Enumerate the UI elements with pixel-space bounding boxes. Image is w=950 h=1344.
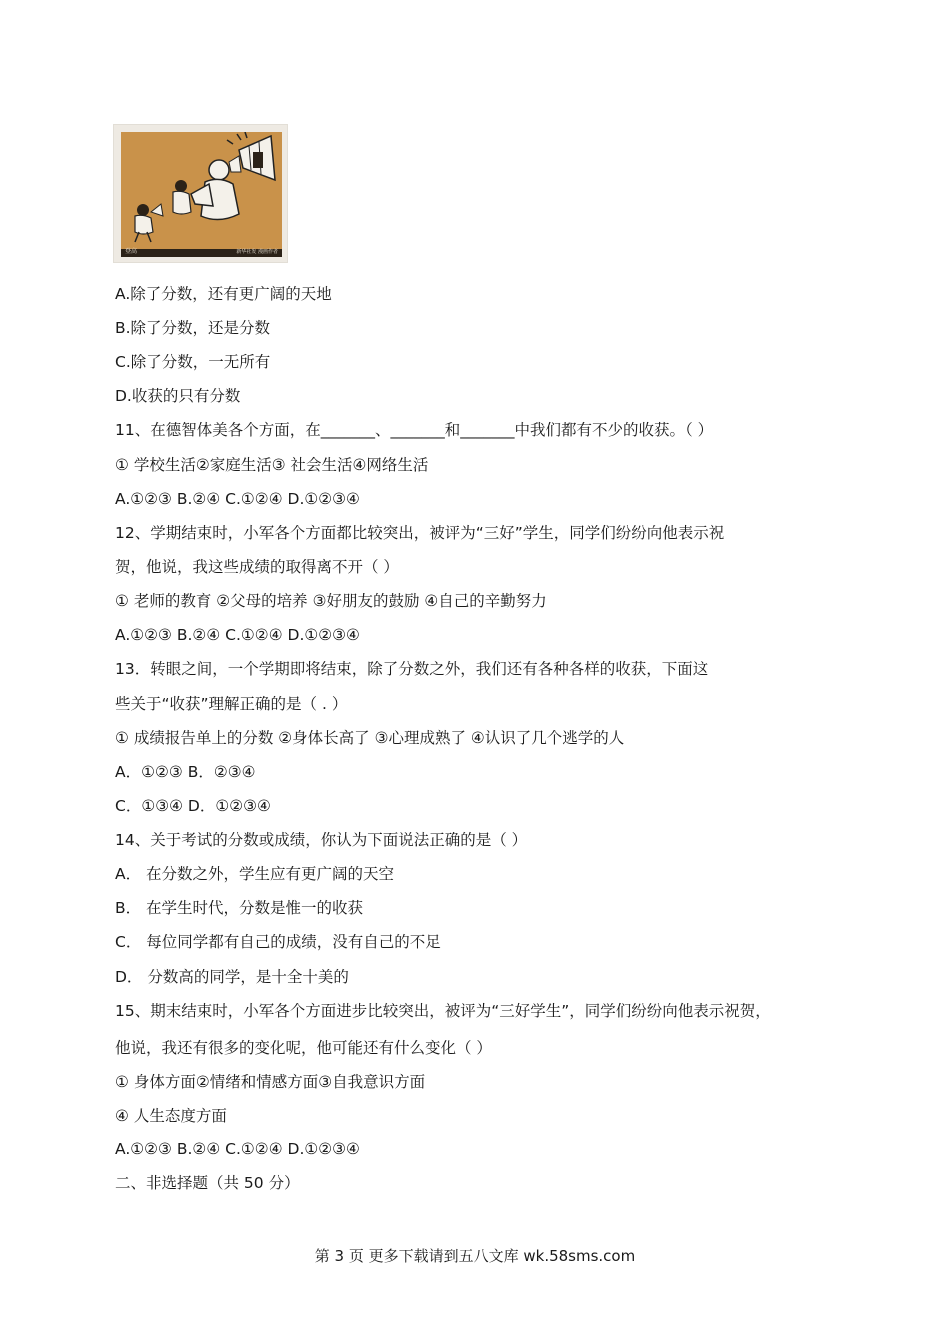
q13-items: ① 成绩报告单上的分数 ②身体长高了 ③心理成熟了 ④认识了几个逃学的人: [115, 729, 625, 747]
page-footer: 第 3 页 更多下载请到五八文库 wk.58sms.com: [314, 1247, 636, 1265]
option-a-line: A.除了分数，还有更广阔的天地: [115, 285, 332, 303]
option-d-line: D.收获的只有分数: [115, 387, 241, 405]
q13-choices-cd: C．①③④ D．①②③④: [115, 797, 271, 815]
question-12-line1: 12、学期结束时，小军各个方面都比较突出，被评为“三好”学生，同学们纷纷向他表示祝: [115, 524, 725, 542]
question-11: 11、在德智体美各个方面，在_______、_______和_______中我们都有不少的收获。（ ）: [115, 421, 714, 439]
q14-option-c: C． 每位同学都有自己的成绩，没有自己的不足: [115, 933, 441, 951]
q11-choices: A.①②③ B.②④ C.①②④ D.①②③④: [115, 490, 360, 508]
question-14: 14、关于考试的分数或成绩，你认为下面说法正确的是（ ）: [115, 831, 528, 849]
question-15-line2: 他说，我还有很多的变化呢，他可能还有什么变化（ ）: [115, 1039, 492, 1057]
q12-items: ① 老师的教育 ②父母的培养 ③好朋友的鼓励 ④自己的辛勤努力: [115, 592, 547, 610]
q12-choices: A.①②③ B.②④ C.①②④ D.①②③④: [115, 626, 360, 644]
option-b-line: B.除了分数，还是分数: [115, 319, 271, 337]
q14-option-a: A． 在分数之外，学生应有更广阔的天空: [115, 865, 395, 883]
question-13-line1: 13．转眼之间，一个学期即将结束，除了分数之外，我们还有各种各样的收获，下面这: [115, 660, 709, 678]
section-heading: 二、非选择题（共 50 分）: [115, 1174, 300, 1192]
q14-option-b: B． 在学生时代，分数是惟一的收获: [115, 899, 364, 917]
caption-left: 登高: [125, 248, 138, 255]
cartoon-image: [113, 124, 288, 263]
q15-items-1: ① 身体方面②情绪和情感方面③自我意识方面: [115, 1073, 426, 1091]
cartoon-panel: [121, 132, 282, 249]
q11-items: ① 学校生活②家庭生活③ 社会生活④网络生活: [115, 456, 429, 474]
q13-choices-ab: A．①②③ B．②③④: [115, 763, 256, 781]
q14-option-d: D． 分数高的同学，是十全十美的: [115, 968, 349, 986]
cartoon-drawing: [121, 132, 282, 249]
caption-right: 新华社发 漫画作者: [236, 249, 278, 255]
question-15-line1: 15、期末结束时，小军各个方面进步比较突出，被评为“三好学生”，同学们纷纷向他表示祝贺，: [115, 1002, 771, 1020]
q15-choices: A.①②③ B.②④ C.①②④ D.①②③④: [115, 1140, 360, 1158]
cartoon-caption-strip: [121, 249, 282, 257]
question-13-line2: 些关于“收获”理解正确的是（ . ）: [115, 695, 348, 713]
question-12-line2: 贺，他说，我这些成绩的取得离不开（ ）: [115, 558, 399, 576]
q15-items-2: ④ 人生态度方面: [115, 1107, 227, 1125]
option-c-line: C.除了分数，一无所有: [115, 353, 271, 371]
